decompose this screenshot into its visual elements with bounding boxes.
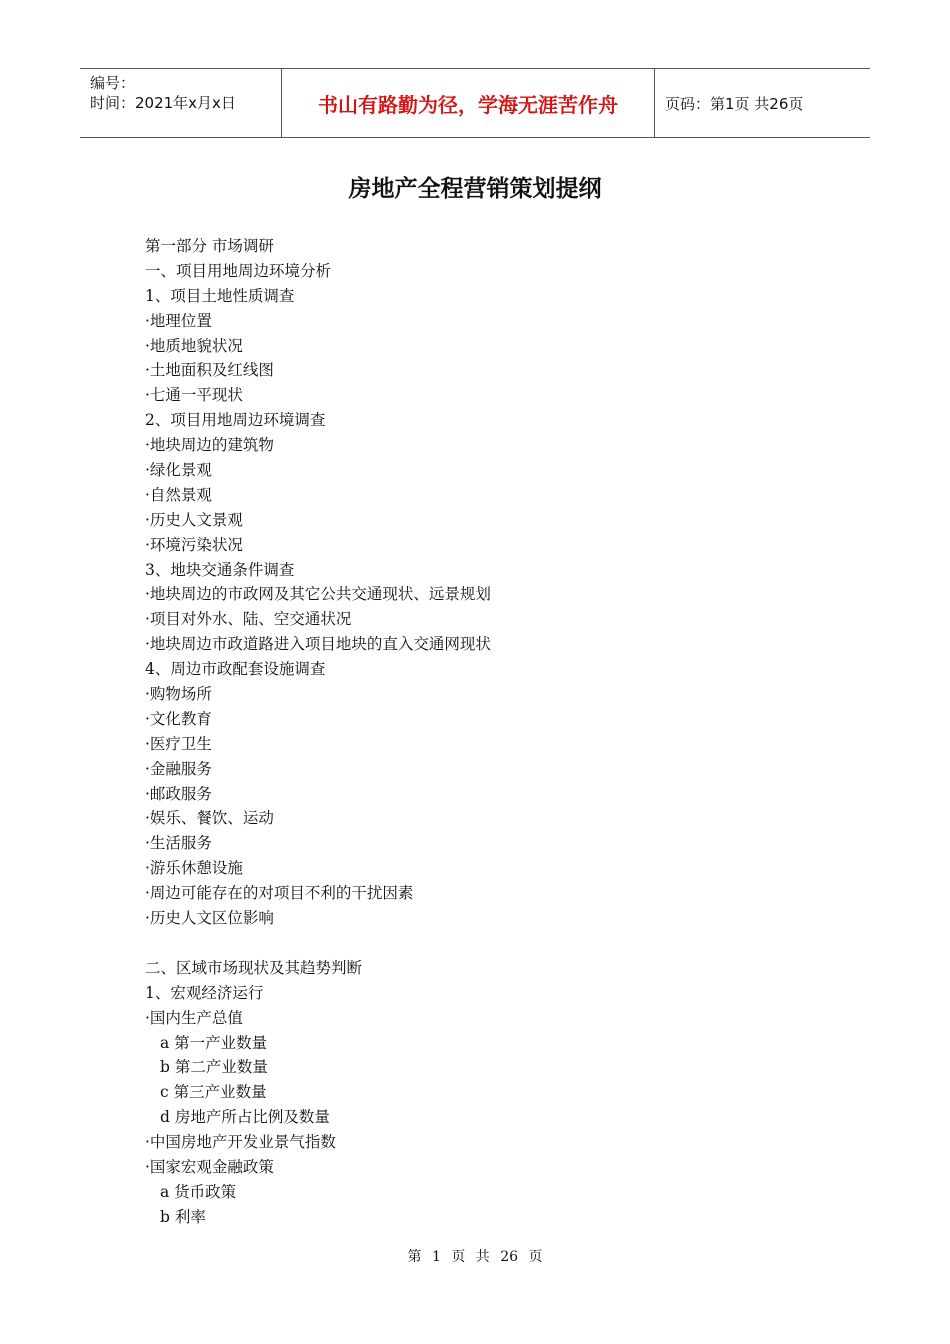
outline-item: ·绿化景观 <box>145 461 212 480</box>
footer-total-pages: 26 <box>500 1249 519 1265</box>
outline-item: ·环境污染状况 <box>145 535 243 554</box>
header-meta <box>80 69 282 137</box>
header-page-info: 页码：第1页 共26页 <box>665 94 804 113</box>
outline-item: ·购物场所 <box>145 685 212 704</box>
outline-item: a 第一产业数量 <box>160 1033 268 1052</box>
outline-item: ·七通一平现状 <box>145 386 243 405</box>
outline-list <box>145 234 491 1230</box>
outline-item: ·周边可能存在的对项目不利的干扰因素 <box>145 884 414 903</box>
outline-item: 二、区域市场现状及其趋势判断 <box>145 958 363 977</box>
outline-item: ·历史人文区位影响 <box>145 909 274 928</box>
footer-page-prefix: 第 <box>407 1249 422 1265</box>
outline-item: 一、项目用地周边环境分析 <box>145 261 332 280</box>
page-header <box>80 68 870 138</box>
outline-item: ·地质地貌状况 <box>145 336 243 355</box>
outline-item: ·生活服务 <box>145 834 212 853</box>
outline-item: d 房地产所占比例及数量 <box>160 1108 330 1127</box>
outline-item: ·邮政服务 <box>145 784 212 803</box>
outline-item: ·历史人文景观 <box>145 510 243 529</box>
footer-page-unit: 页 <box>451 1249 466 1265</box>
document-title: 房地产全程营销策划提纲 <box>348 176 602 202</box>
outline-item: ·国家宏观金融政策 <box>145 1157 274 1176</box>
outline-item: 4、周边市政配套设施调查 <box>145 660 326 679</box>
outline-item: 第一部分 市场调研 <box>145 237 274 255</box>
outline-item: 3、地块交通条件调查 <box>145 560 295 579</box>
outline-item: ·自然景观 <box>145 485 212 504</box>
outline-item: 2、项目用地周边环境调查 <box>145 411 326 430</box>
outline-item: a 货币政策 <box>160 1182 237 1201</box>
outline-item: ·地块周边市政道路进入项目地块的直入交通网现状 <box>145 635 491 654</box>
outline-item: ·游乐休憩设施 <box>145 859 243 878</box>
outline-item: ·金融服务 <box>145 759 212 778</box>
outline-item: ·娱乐、餐饮、运动 <box>145 809 274 828</box>
outline-item: ·土地面积及红线图 <box>145 361 274 380</box>
page-footer <box>0 1246 950 1266</box>
document-number-label: 编号： <box>90 74 136 92</box>
outline-item: 1、项目土地性质调查 <box>145 286 295 305</box>
footer-page-number: 1 <box>431 1249 441 1265</box>
outline-item: c 第三产业数量 <box>160 1083 267 1102</box>
footer-total-prefix: 共 <box>475 1249 490 1265</box>
outline-item: b 利率 <box>160 1207 206 1226</box>
outline-item: 1、宏观经济运行 <box>145 983 264 1002</box>
outline-item: ·中国房地产开发业景气指数 <box>145 1133 336 1152</box>
outline-item: ·国内生产总值 <box>145 1008 243 1027</box>
footer-total-unit: 页 <box>528 1249 543 1265</box>
outline-spacer <box>145 931 491 956</box>
outline-item: b 第二产业数量 <box>160 1058 268 1077</box>
header-motto: 书山有路勤为径，学海无涯苦作舟 <box>282 69 655 137</box>
outline-item: ·项目对外水、陆、空交通状况 <box>145 610 352 629</box>
outline-item: ·地块周边的建筑物 <box>145 436 274 455</box>
outline-item: ·文化教育 <box>145 709 212 728</box>
outline-item: ·医疗卫生 <box>145 734 212 753</box>
outline-item: ·地理位置 <box>145 311 212 330</box>
outline-item: ·地块周边的市政网及其它公共交通现状、远景规划 <box>145 585 491 604</box>
document-date: 时间：2021年x月x日 <box>90 94 236 112</box>
